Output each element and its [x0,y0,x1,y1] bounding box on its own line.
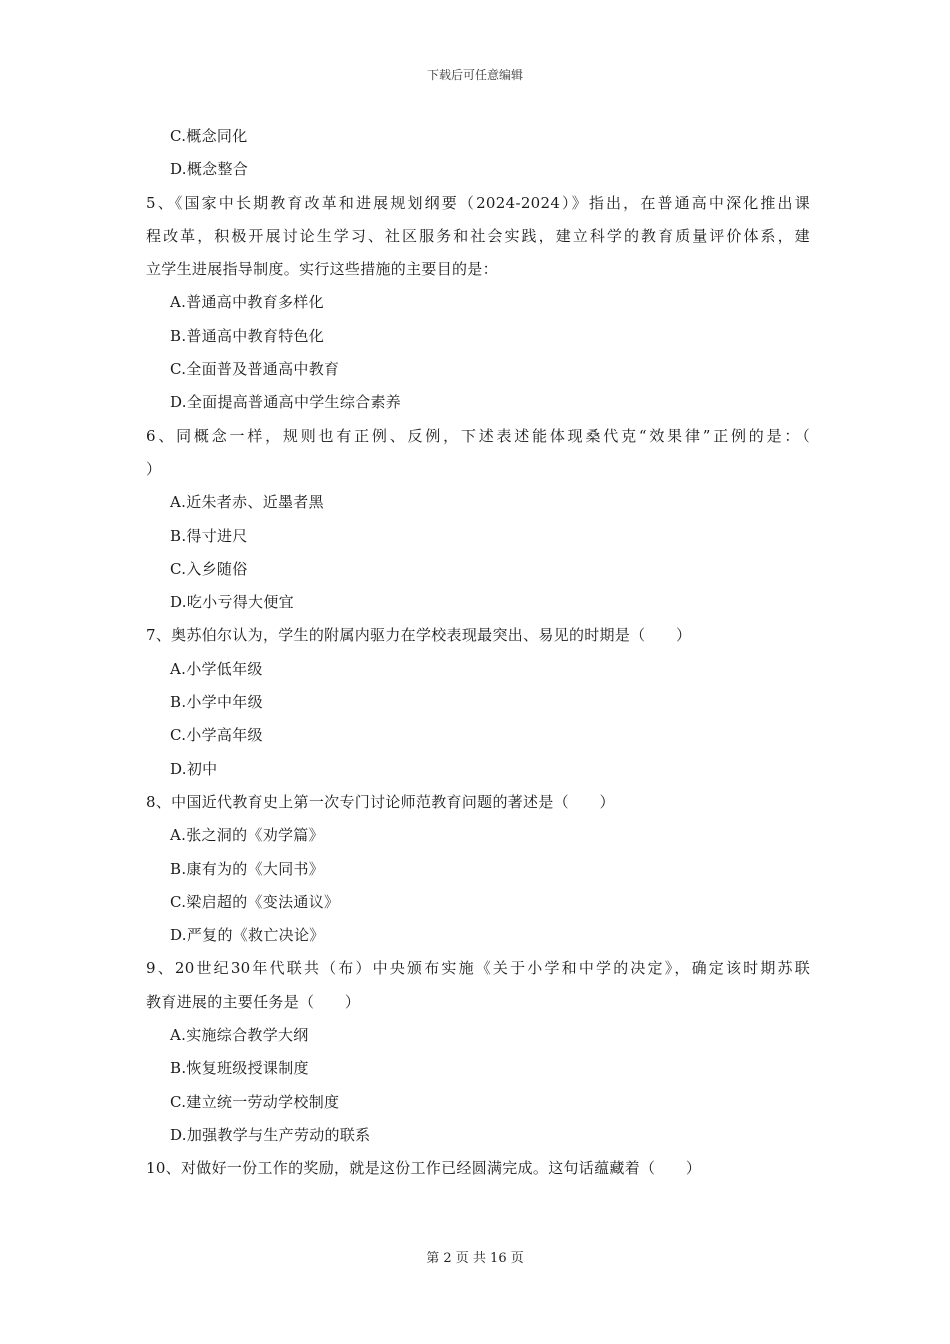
answer-option: C.建立统一劳动学校制度 [170,1092,340,1111]
answer-option: B.普通高中教育特色化 [170,326,325,345]
answer-option: A.张之洞的《劝学篇》 [170,826,324,845]
question-text: 教育进展的主要任务是（ ） [146,992,361,1011]
answer-option: D.概念整合 [170,160,249,179]
question-text: 8、中国近代教育史上第一次专门讨论师范教育问题的著述是（ ） [146,792,615,811]
question-text: 9、20世纪30年代联共（布）中央颁布实施《关于小学和中学的决定》，确定该时期苏联 [146,959,810,978]
question-text: 立学生进展指导制度。实行这些措施的主要目的是： [146,260,498,279]
answer-option: D.吃小亏得大便宜 [170,593,294,612]
answer-option: B.得寸进尺 [170,526,248,545]
document-body [146,120,810,1186]
answer-option: D.严复的《救亡决论》 [170,926,325,945]
question-text: 6、同概念一样，规则也有正例、反例，下述表述能体现桑代克“效果律”正例的是：（ [146,426,810,445]
answer-option: B.小学中年级 [170,693,263,712]
question-text: ） [146,459,162,478]
answer-option: C.概念同化 [170,127,248,145]
answer-option: D.加强教学与生产劳动的联系 [170,1125,371,1144]
question-text: 5、《国家中长期教育改革和进展规划纲要（2024-2024）》指出，在普通高中深化推出课 [146,193,810,212]
page-header: 下载后可任意编辑 [426,68,523,82]
answer-option: A.近朱者赤、近墨者黑 [170,493,324,512]
page-number: 第 2 页 共 16 页 [426,1251,524,1266]
answer-option: D.全面提高普通高中学生综合素养 [170,393,402,412]
question-text: 10、对做好一份工作的奖励，就是这份工作已经圆满完成。这句话蕴藏着（ ） [146,1159,702,1178]
answer-option: A.小学低年级 [170,659,263,678]
answer-option: A.普通高中教育多样化 [170,293,324,312]
answer-option: A.实施综合教学大纲 [170,1026,309,1045]
answer-option: B.康有为的《大同书》 [170,859,325,878]
answer-option: C.梁启超的《变法通议》 [170,892,340,911]
answer-option: D.初中 [170,759,218,778]
answer-option: C.全面普及普通高中教育 [170,360,340,379]
question-text: 程改革，积极开展讨论生学习、社区服务和社会实践，建立科学的教育质量评价体系，建 [146,226,810,245]
answer-option: C.小学高年级 [170,726,263,745]
answer-option: C.入乡随俗 [170,559,248,578]
question-text: 7、奥苏伯尔认为，学生的附属内驱力在学校表现最突出、易见的时期是（ ） [146,626,692,645]
answer-option: B.恢复班级授课制度 [170,1059,309,1078]
